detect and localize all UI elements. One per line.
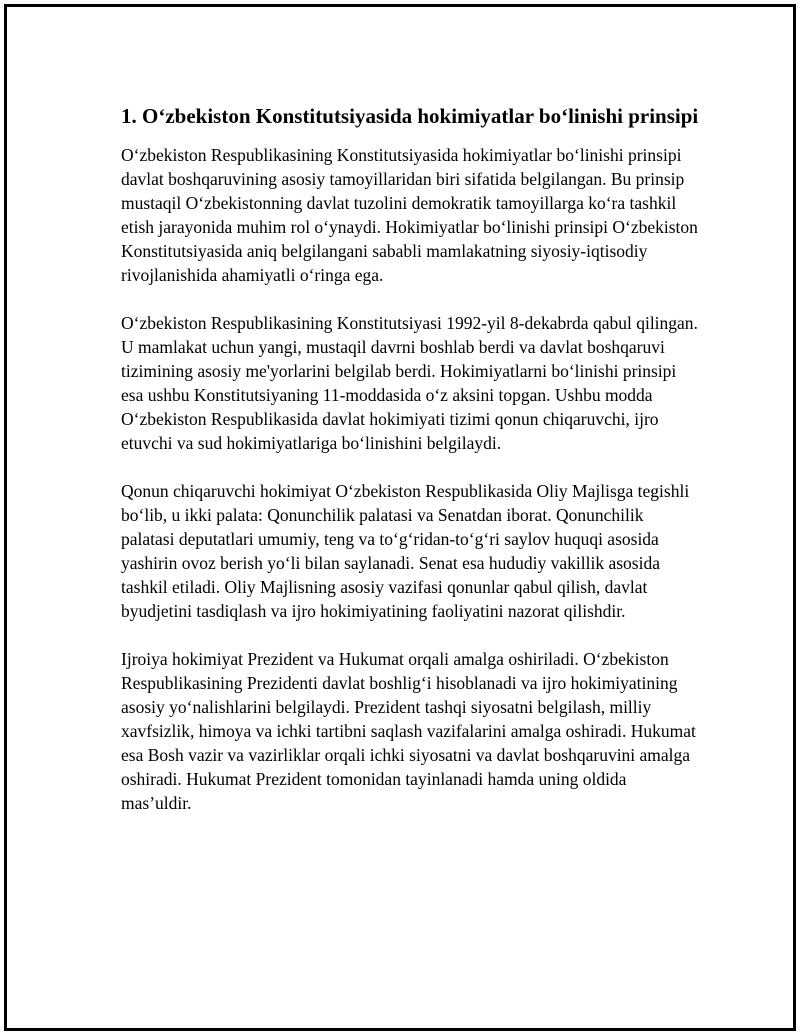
- page-frame: [4, 4, 796, 1031]
- paragraph-constitution: Oʻzbekiston Respublikasining Konstitutsiyasi 1992-yil 8-dekabrda qabul qilingan. U mamlakat uchun yangi, mustaqil davrni boshlab berdi va davlat boshqaruvi tizimining asosiy me'yorlarini belgilab berdi. Hokimiyatlarni boʻlinishi prinsipi esa ushbu Konstitutsiyaning 11-moddasida oʻz aksini topgan. Ushbu modda Oʻzbekiston Respublikasida davlat hokimiyati tizimi qonun chiqaruvchi, ijro etuvchi va sud hokimiyatlariga boʻlinishini belgilaydi.: [121, 313, 698, 453]
- paragraph-legislative: Qonun chiqaruvchi hokimiyat Oʻzbekiston Respublikasida Oliy Majlisga tegishli boʻlib, u ikki palata: Qonunchilik palatasi va Senatdan iborat. Qonunchilik palatasi deputatlari umumiy, teng va toʻgʻridan-toʻgʻri saylov huquqi asosida yashirin ovoz berish yoʻli bilan saylanadi. Senat esa hududiy vakillik asosida tashkil etiladi. Oliy Majlisning asosiy vazifasi qonunlar qabul qilish, davlat byudjetini tasdiqlash va ijro hokimiyatining faoliyatini nazorat qilishdir.: [121, 481, 690, 621]
- document-body: [121, 103, 701, 839]
- paragraph-intro: Oʻzbekiston Respublikasining Konstitutsiyasida hokimiyatlar boʻlinishi prinsipi davlat boshqaruvining asosiy tamoyillaridan biri sifatida belgilangan. Bu prinsip mustaqil Oʻzbekistonning davlat tuzolini demokratik tamoyillarga koʻra tashkil etish jarayonida muhim rol oʻynaydi. Hokimiyatlar boʻlinishi prinsipi Oʻzbekiston Konstitutsiyasida aniq belgilangani sababli mamlakatning siyosiy-iqtisodiy rivojlanishida ahamiyatli oʻringa ega.: [121, 145, 698, 285]
- paragraph-executive: Ijroiya hokimiyat Prezident va Hukumat orqali amalga oshiriladi. Oʻzbekiston Respublikasining Prezidenti davlat boshligʻi hisoblanadi va ijro hokimiyatining asosiy yoʻnalishlarini belgilaydi. Prezident tashqi siyosatni belgilash, milliy xavfsizlik, himoya va ichki tartibni saqlash vazifalarini amalga oshiradi. Hukumat esa Bosh vazir va vazirliklar orqali ichki siyosatni va davlat boshqaruvini amalga oshiradi. Hukumat Prezident tomonidan tayinlanadi hamda uning oldida masʼuldir.: [121, 649, 696, 813]
- section-heading: 1. Oʻzbekiston Konstitutsiyasida hokimiyatlar boʻlinishi prinsipi: [121, 104, 699, 128]
